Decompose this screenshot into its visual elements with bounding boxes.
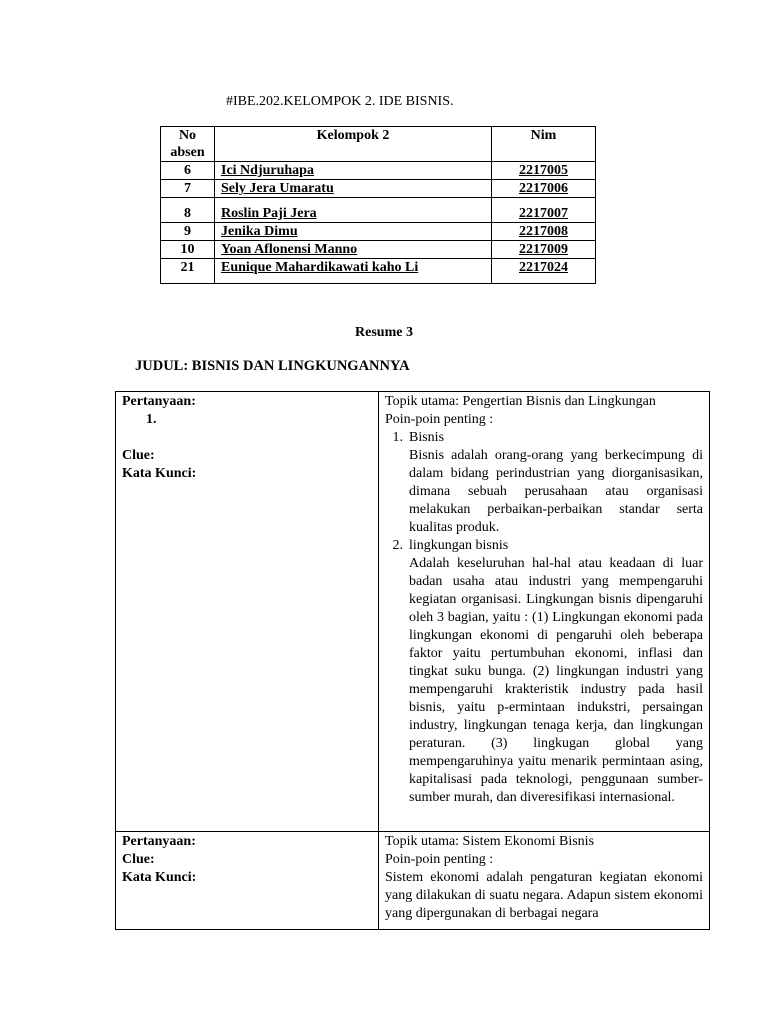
header-nim: Nim: [492, 127, 596, 162]
resume-heading: Resume 3: [355, 325, 413, 340]
item-body: Bisnis adalah orang-orang yang berkecimpung di dalam bidang perindustrian yang diorganisasikan, dimana sebuah perusahaan atau organisasi melakukan perbaikan-perbaikan standar serta kualitas produk.: [409, 448, 703, 535]
member-no: 6: [161, 162, 215, 180]
item-number: 2.: [392, 538, 403, 553]
table-row: [161, 162, 596, 180]
clue-label: Clue:: [122, 448, 155, 463]
member-name: Ici Ndjuruhapa: [221, 163, 314, 178]
member-no: 8: [161, 198, 215, 223]
table-row: [161, 259, 596, 284]
member-nim: 2217024: [519, 260, 568, 275]
table-header-row: [161, 127, 596, 162]
item-number: 1.: [392, 430, 403, 445]
member-name: Roslin Paji Jera: [221, 206, 317, 221]
member-nim: 2217007: [519, 206, 568, 221]
topik-utama: Topik utama: Pengertian Bisnis dan Lingkungan: [385, 394, 656, 409]
item-body: Adalah keseluruhan hal-hal atau keadaan di luar badan usaha atau industri yang mempengaruhi kegiatan organisasi. Lingkungan bisnis dipengaruhi oleh 3 bagian, yaitu : (1) Lingkungan ekonomi pada lingkungan ekonomi di pengaruhi oleh beberapa faktor yaitu pertumbuhan ekonomi, inflasi dan tingkat suku bunga. (2) lingkungan industri yang mempengaruhi krakteristik industry pada hasil bisnis, yaitu p-ermintaan indukstri, persaingan industry, lingkungan tenaga kerja, dan lingkungan peraturan. (3) lingkugan global yang mempengaruhinya yaitu menarik permintaan asing, kapitalisasi pada teknologi, penggunaan sumber-sumber murah, dan diveresifikasi internasional.: [409, 556, 703, 805]
header-kelompok: Kelompok 2: [215, 127, 492, 162]
list-item: [385, 537, 703, 555]
item-title: lingkungan bisnis: [409, 538, 509, 553]
table-row: [161, 180, 596, 198]
member-no: 10: [161, 241, 215, 259]
member-nim: 2217005: [519, 163, 568, 178]
table-row: [161, 198, 596, 223]
notes-body: Sistem ekonomi adalah pengaturan kegiatan ekonomi yang dilakukan di suatu negara. Adapun sistem ekonomi yang dipergunakan di berbagai negara: [385, 870, 703, 921]
table-row: [161, 223, 596, 241]
member-name: Eunique Mahardikawati kaho Li: [221, 260, 419, 275]
pertanyaan-label: Pertanyaan:: [122, 834, 196, 849]
pertanyaan-label: Pertanyaan:: [122, 394, 196, 409]
poin-penting: Poin-poin penting :: [385, 412, 494, 427]
kata-kunci-label: Kata Kunci:: [122, 870, 197, 885]
resume-row-2: [116, 832, 710, 930]
member-nim: 2217006: [519, 181, 568, 196]
item-title: Bisnis: [409, 430, 445, 445]
member-no: 21: [161, 259, 215, 284]
question-number: 1.: [146, 412, 157, 427]
topik-utama: Topik utama: Sistem Ekonomi Bisnis: [385, 834, 595, 849]
list-item: [385, 429, 703, 447]
question-cell: [116, 832, 379, 930]
member-name: Sely Jera Umaratu: [221, 181, 334, 196]
document-title: #IBE.202.KELOMPOK 2. IDE BISNIS.: [226, 94, 454, 109]
member-name: Yoan Aflonensi Manno: [221, 242, 358, 257]
header-no-absen: No absen: [161, 127, 215, 162]
member-no: 7: [161, 180, 215, 198]
notes-cell: [379, 832, 710, 930]
members-table: [160, 126, 596, 284]
kata-kunci-label: Kata Kunci:: [122, 466, 197, 481]
member-nim: 2217009: [519, 242, 568, 257]
member-no: 9: [161, 223, 215, 241]
member-nim: 2217008: [519, 224, 568, 239]
question-cell: [116, 392, 379, 832]
member-name: Jenika Dimu: [221, 224, 298, 239]
clue-label: Clue:: [122, 852, 155, 867]
poin-penting: Poin-poin penting :: [385, 852, 494, 867]
resume-table: [115, 391, 710, 930]
resume-row-1: [116, 392, 710, 832]
notes-cell: [379, 392, 710, 832]
judul-heading: JUDUL: BISNIS DAN LINGKUNGANNYA: [135, 358, 410, 374]
table-row: [161, 241, 596, 259]
